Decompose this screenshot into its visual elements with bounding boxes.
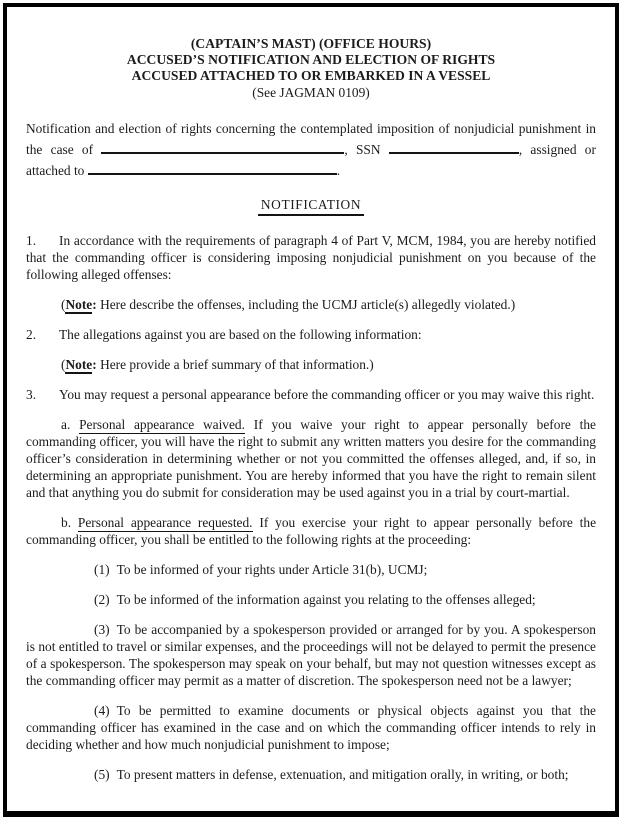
subitem-5-number: (5): [94, 767, 110, 782]
note-1-label: Note: [65, 297, 93, 312]
note-1-open-paren: (: [61, 297, 66, 312]
paragraph-3: [26, 386, 596, 403]
paragraph-3a-text: If you waive your right to appear personally before the commanding officer, you will have the right to submit any written matters you desire for the commanding officer’s consideration in determining whether or not you committed the offenses alleged, and, if so, in determining an appropriate punishment. You are hereby informed that you have the right to remain silent and that anything you do submit for consideration may be used against you in a trial by court-martial.: [26, 417, 596, 500]
note-2: [26, 356, 596, 373]
document-header: [26, 36, 596, 101]
subitem-2-number: (2): [94, 592, 110, 607]
paragraph-3b-text: If you exercise your right to appear personally before the commanding officer, you shall be entitled to the following rights at the proceeding:: [26, 515, 597, 547]
paragraph-3-number: 3.: [26, 387, 37, 402]
subitem-3-text: To be accompanied by a spokesperson provided or arranged for by you. A spokesperson is not entitled to travel or similar expenses, and the proceedings will not be delayed to permit the presence of a spokesperson. The spokesperson may speak on your behalf, but may not question witnesses except as the commanding officer may permit as a matter of discretion. The spokesperson need not be a lawyer;: [26, 622, 596, 688]
note-2-label: Note: [65, 357, 93, 372]
subitem-3: [26, 621, 596, 689]
note-1-colon: :: [92, 297, 97, 312]
note-1: [26, 296, 596, 313]
subitem-3-number: (3): [94, 622, 110, 637]
ssn-label: , SSN: [344, 142, 381, 157]
subitem-1-text: To be informed of your rights under Article 31(b), UCMJ;: [116, 562, 428, 577]
paragraph-3a-underlined-heading: Personal appearance waived.: [79, 417, 245, 432]
paragraph-3b-underlined-heading: Personal appearance requested.: [77, 515, 253, 530]
subitem-1-number: (1): [94, 562, 110, 577]
subitem-2: [26, 591, 596, 608]
form-title-line-2: ACCUSED’S NOTIFICATION AND ELECTION OF RIGHTS: [126, 52, 496, 67]
form-subtitle: (See JAGMAN 0109): [252, 85, 370, 100]
unit-blank-line: [88, 164, 337, 175]
note-2-text: Here provide a brief summary of that information.): [96, 357, 374, 372]
ssn-blank-line: [389, 143, 519, 154]
paragraph-2: [26, 326, 596, 343]
subitem-4-number: (4): [94, 703, 110, 718]
paragraph-3b-lead: b.: [61, 515, 78, 530]
paragraph-2-text: The allegations against you are based on the following information:: [59, 327, 422, 342]
subitem-5: [26, 766, 596, 783]
subitem-2-text: To be informed of the information against you relating to the offenses alleged;: [116, 592, 536, 607]
paragraph-3a-lead: a.: [61, 417, 80, 432]
intro-lead-text: Notification and election of rights concerning the contemplated imposition of nonjudicial punishment in the case of: [26, 121, 596, 157]
paragraph-3b: [26, 514, 596, 548]
paragraph-3a: [26, 416, 596, 501]
paragraph-1-number: 1.: [26, 233, 37, 248]
subitem-4-text: To be permitted to examine documents or physical objects against you that the commanding officer has examined in the case and on which the commanding officer intends to rely in deciding whether and how much nonjudicial punishment to impose;: [26, 703, 596, 752]
assigned-text: , assigned or attached to: [26, 142, 596, 178]
note-2-colon: :: [92, 357, 97, 372]
paragraph-3-text: You may request a personal appearance before the commanding officer or you may waive this right.: [59, 387, 595, 402]
document-page: [3, 3, 619, 817]
paragraph-1-text: In accordance with the requirements of paragraph 4 of Part V, MCM, 1984, you are hereby notified that the commanding officer is considering imposing nonjudicial punishment on you because of the following alleged offenses:: [26, 233, 596, 282]
intro-period: .: [336, 163, 341, 178]
name-blank-line: [101, 143, 344, 154]
intro-paragraph: [26, 118, 596, 181]
subitem-1: [26, 561, 596, 578]
subitem-4: [26, 702, 596, 753]
section-heading-notification: NOTIFICATION: [258, 196, 364, 216]
form-title-line-1: (CAPTAIN’S MAST) (OFFICE HOURS): [190, 36, 432, 51]
note-2-open-paren: (: [61, 357, 66, 372]
form-title-line-3: ACCUSED ATTACHED TO OR EMBARKED IN A VESSEL: [131, 68, 491, 83]
paragraph-2-number: 2.: [26, 327, 37, 342]
note-1-text: Here describe the offenses, including the UCMJ article(s) allegedly violated.): [96, 297, 516, 312]
paragraph-1: [26, 232, 596, 283]
section-heading-container: [26, 196, 596, 216]
subitem-5-text: To present matters in defense, extenuation, and mitigation orally, in writing, or both;: [116, 767, 569, 782]
